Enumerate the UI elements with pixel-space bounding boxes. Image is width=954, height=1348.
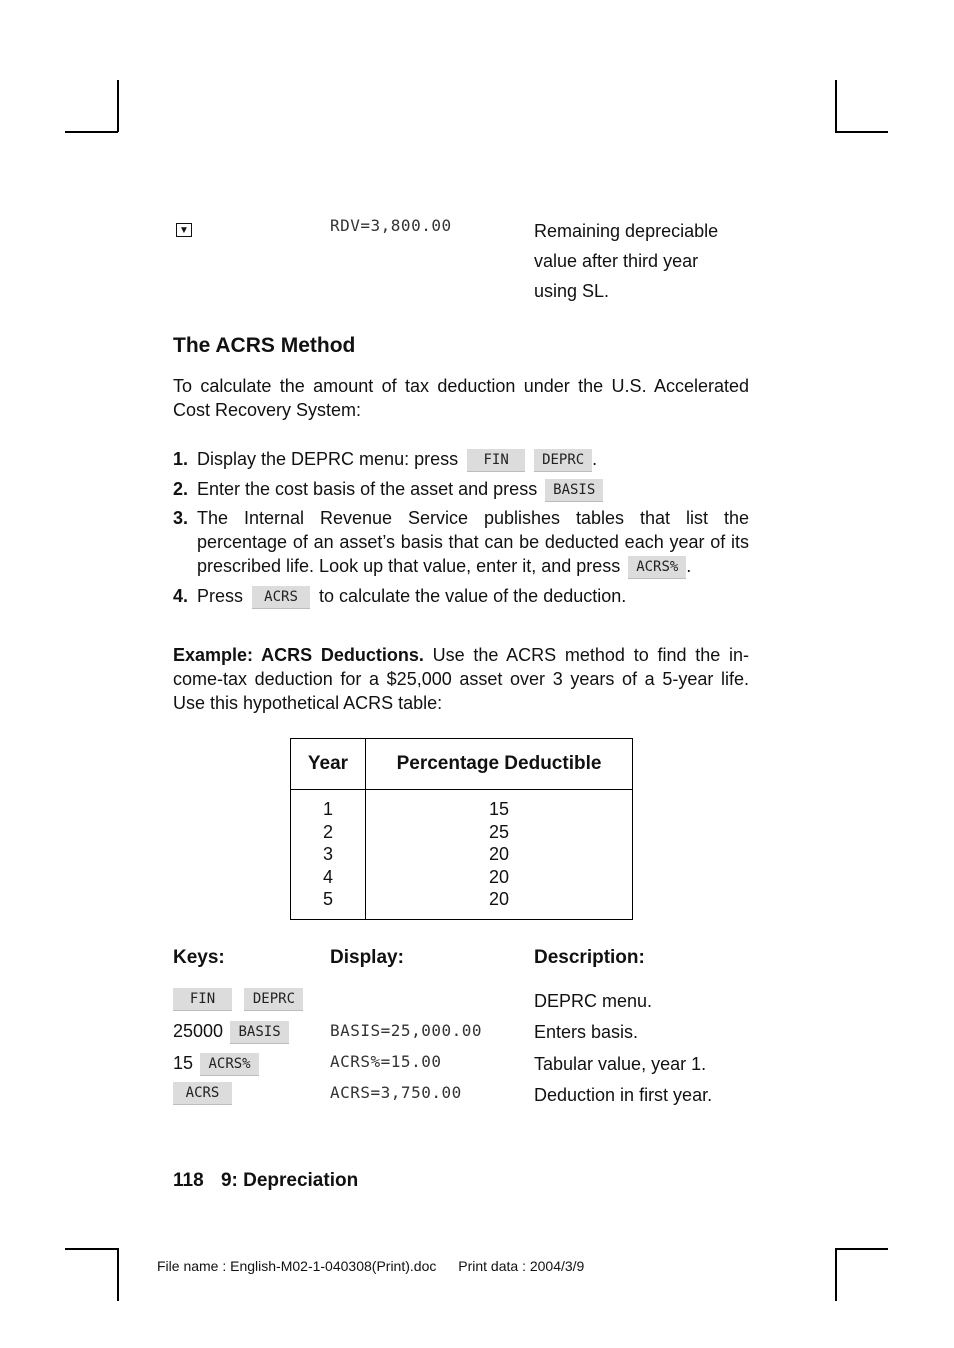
fin-key[interactable]: FIN (173, 988, 232, 1011)
year-column (291, 790, 366, 920)
description-line: value after third year (534, 251, 699, 271)
display-readout: RDV=3,800.00 (330, 216, 452, 235)
acrs-key[interactable]: ACRS (173, 1082, 232, 1105)
crop-mark (835, 1248, 837, 1301)
table-cell: 20 (488, 866, 510, 887)
basis-key[interactable]: BASIS (230, 1021, 289, 1044)
row-description: Enters basis. (534, 1022, 639, 1042)
percentage-column (366, 790, 633, 920)
description-header: Description: (534, 947, 645, 968)
acrs-table (290, 738, 633, 920)
table-cell: 15 (488, 799, 510, 819)
fin-key[interactable]: FIN (467, 449, 525, 472)
table-cell: 2 (322, 821, 333, 842)
table-cell: 5 (322, 889, 333, 909)
deprc-key[interactable]: DEPRC (534, 449, 592, 472)
key-prefix: 15 (173, 1053, 194, 1073)
step-number: 2. (173, 479, 189, 499)
keys-header: Keys: (173, 947, 225, 968)
step-text (197, 447, 749, 472)
file-name: File name : English-M02-1-040308(Print).doc (157, 1258, 437, 1274)
table-cell: 1 (322, 799, 333, 819)
top-description (534, 216, 754, 306)
down-arrow-key[interactable] (176, 220, 192, 238)
table-cell: 20 (488, 889, 510, 909)
example-paragraph (173, 643, 749, 715)
step-text (197, 477, 749, 502)
row-display: ACRS%=15.00 (330, 1052, 442, 1071)
page-number: 118 (173, 1170, 204, 1191)
step-text (197, 506, 749, 579)
print-date: Print data : 2004/3/9 (458, 1258, 585, 1274)
print-footer (157, 1258, 584, 1274)
crop-mark (65, 131, 118, 133)
section-intro: To calculate the amount of tax deduction under the U.S. Accelerated Cost Recovery System: (173, 376, 749, 420)
step-text-after: . (592, 449, 598, 469)
crop-mark (835, 131, 888, 133)
chapter-title: 9: Depreciation (220, 1170, 359, 1191)
row-display: ACRS=3,750.00 (330, 1083, 462, 1102)
table-cell: 3 (322, 844, 333, 864)
acrs-percent-key[interactable]: ACRS% (628, 556, 686, 579)
keys-row-1 (173, 988, 303, 1011)
page-footer (173, 1170, 358, 1192)
keys-row-3 (173, 1051, 259, 1076)
description-line: using SL. (534, 281, 610, 301)
step-text-before: The Internal Revenue Service publishes tables that list the percentage of an asset’s basis that can be deducted each year of its prescribed life. Look up that value, enter it, and press (197, 508, 749, 576)
crop-mark (117, 80, 119, 132)
table-cell: 4 (322, 866, 333, 887)
step-2 (173, 477, 749, 502)
step-text-after: . (686, 556, 692, 576)
acrs-percent-key[interactable]: ACRS% (200, 1053, 259, 1076)
example-label: Example: ACRS Deductions. (173, 645, 424, 665)
step-4 (173, 584, 749, 609)
table-header-percentage: Percentage Deductible (366, 739, 633, 790)
step-number: 3. (173, 508, 189, 528)
crop-mark (117, 1248, 119, 1301)
keys-row-4 (173, 1082, 232, 1105)
step-text-before: Display the DEPRC menu: press (197, 449, 459, 469)
step-number: 1. (173, 449, 189, 469)
step-3 (173, 506, 749, 579)
step-number: 4. (173, 586, 189, 606)
key-prefix: 25000 (173, 1021, 224, 1041)
row-description: Tabular value, year 1. (534, 1054, 707, 1074)
section-title: The ACRS Method (173, 334, 356, 357)
row-description: DEPRC menu. (534, 991, 653, 1011)
crop-mark (835, 1248, 888, 1250)
acrs-key[interactable]: ACRS (252, 586, 310, 609)
deprc-key[interactable]: DEPRC (244, 988, 303, 1011)
step-1 (173, 447, 749, 472)
description-line: Remaining depreciable (534, 221, 719, 241)
table-cell: 20 (488, 844, 510, 864)
step-text-after: to calculate the value of the deduction. (319, 586, 627, 606)
example-text: Use the ACRS method to find the in-come-tax deduction for a $25,000 asset over 3 years of a 5-year life. Use this hypothetical ACRS table: (173, 645, 749, 713)
step-text (197, 584, 749, 609)
table-header-year: Year (291, 739, 366, 790)
crop-mark (65, 1248, 118, 1250)
crop-mark (835, 80, 837, 132)
row-display: BASIS=25,000.00 (330, 1021, 482, 1040)
step-text-before: Press (197, 586, 244, 606)
table-cell: 25 (488, 821, 510, 842)
keys-row-2 (173, 1019, 289, 1044)
display-header: Display: (330, 947, 404, 968)
down-arrow-icon: ▼ (176, 223, 192, 237)
step-text-before: Enter the cost basis of the asset and press (197, 479, 538, 499)
basis-key[interactable]: BASIS (545, 479, 603, 502)
row-description: Deduction in first year. (534, 1085, 713, 1105)
